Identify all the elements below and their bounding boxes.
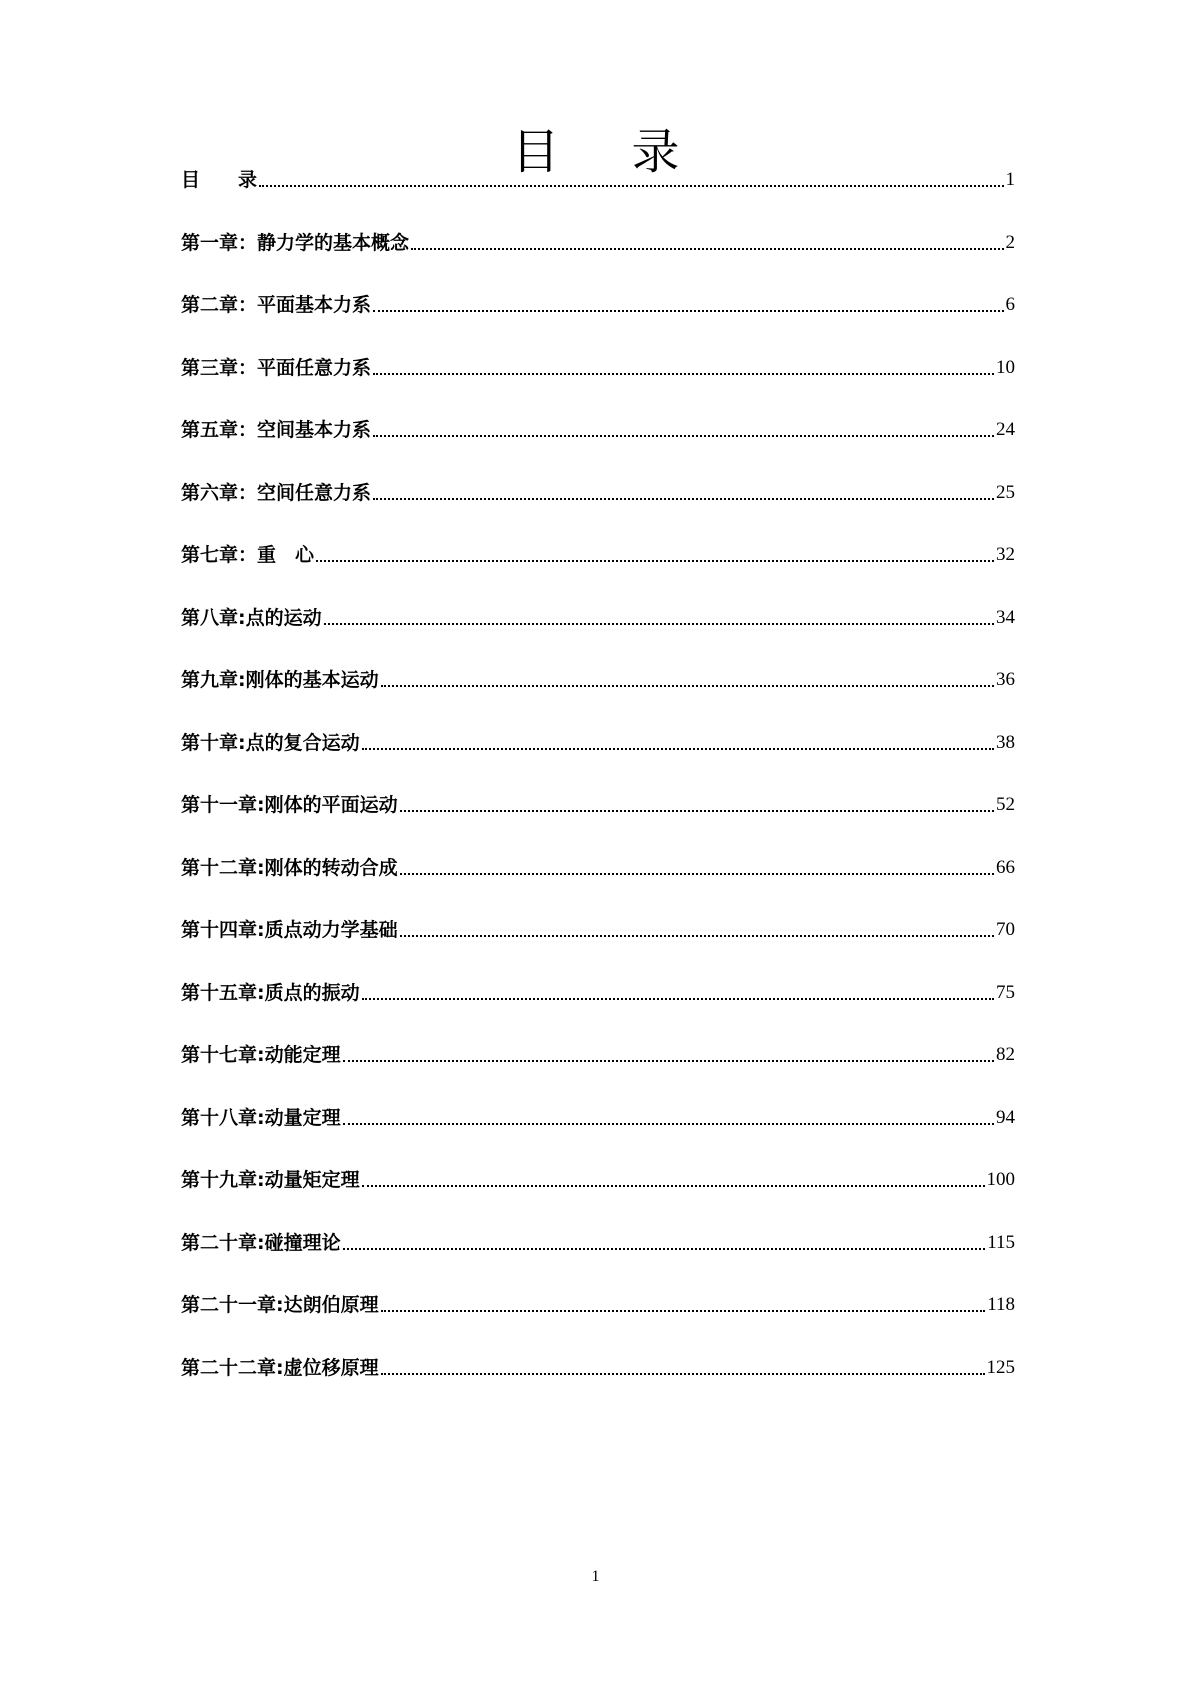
toc-entry[interactable] (181, 1133, 1015, 1196)
toc-entry-label: 第二十章:碰撞理论 (181, 1231, 341, 1254)
toc-entry[interactable] (181, 508, 1015, 571)
toc-entry-page: 125 (986, 1356, 1015, 1378)
toc-entry[interactable] (181, 1070, 1015, 1133)
toc-entry-page: 1 (1005, 169, 1015, 190)
toc-dot-leader (400, 809, 994, 812)
toc-entry-page: 115 (987, 1231, 1015, 1253)
toc-entry-label: 第二章：平面基本力系 (181, 294, 372, 316)
toc-entry[interactable] (181, 258, 1015, 321)
title-char-1: 目 (511, 124, 560, 181)
toc-entry-label: 第三章：平面任意力系 (181, 356, 372, 379)
page-number: 1 (591, 1568, 600, 1585)
toc-entry[interactable] (181, 1195, 1015, 1258)
toc-entry-label: 第七章：重 心 (181, 544, 315, 566)
toc-entry-label: 第一章：静力学的基本概念 (181, 231, 410, 254)
title-char-2: 录 (631, 124, 680, 181)
toc-entry-page: 2 (1005, 231, 1015, 253)
toc-dot-leader (343, 1122, 994, 1125)
toc-dot-leader (343, 1247, 986, 1250)
toc-entry-page: 94 (996, 1106, 1015, 1128)
toc-entry[interactable] (181, 695, 1015, 758)
toc-dot-leader (373, 309, 1003, 312)
toc-dot-leader (381, 1309, 986, 1312)
toc-entry-label: 第十二章:刚体的转动合成 (181, 856, 398, 879)
toc-entry-page: 24 (996, 419, 1015, 440)
toc-entry[interactable] (181, 165, 1015, 195)
toc-entry-label: 第十五章:质点的振动 (181, 981, 360, 1004)
toc-entry-page: 100 (986, 1169, 1015, 1190)
toc-entry[interactable] (181, 1320, 1015, 1383)
toc-entry-page: 34 (996, 606, 1015, 628)
toc-dot-leader (373, 497, 994, 500)
toc-dot-leader (343, 1059, 994, 1062)
toc-dot-leader (400, 934, 994, 937)
toc-entry-label: 第十九章:动量矩定理 (181, 1169, 360, 1191)
toc-dot-leader (362, 1184, 985, 1187)
table-of-contents (181, 165, 1015, 1383)
toc-entry[interactable] (181, 445, 1015, 508)
toc-entry-label: 第二十二章:虚位移原理 (181, 1356, 379, 1379)
toc-entry-label: 第九章:刚体的基本运动 (181, 669, 379, 691)
toc-entry-page: 118 (987, 1294, 1015, 1315)
toc-entry-label: 第八章:点的运动 (181, 606, 322, 629)
toc-entry-label: 第十七章:动能定理 (181, 1044, 341, 1066)
toc-entry-page: 25 (996, 481, 1015, 503)
toc-entry-label: 第十四章:质点动力学基础 (181, 919, 398, 941)
toc-entry-label: 第十八章:动量定理 (181, 1106, 341, 1129)
toc-entry-page: 6 (1005, 294, 1015, 315)
toc-entry-page: 70 (996, 919, 1015, 940)
toc-entry[interactable] (181, 820, 1015, 883)
toc-dot-leader (362, 997, 994, 1000)
toc-entry[interactable] (181, 320, 1015, 383)
toc-dot-leader (400, 872, 994, 875)
toc-entry-label: 第六章：空间任意力系 (181, 481, 372, 504)
toc-entry[interactable] (181, 1258, 1015, 1321)
toc-dot-leader (259, 184, 1003, 187)
toc-entry[interactable] (181, 883, 1015, 946)
toc-dot-leader (324, 622, 994, 625)
toc-entry-page: 38 (996, 731, 1015, 753)
toc-entry-page: 10 (996, 356, 1015, 378)
toc-entry-page: 66 (996, 856, 1015, 878)
toc-entry[interactable] (181, 633, 1015, 696)
toc-dot-leader (411, 247, 1003, 250)
toc-entry[interactable] (181, 383, 1015, 446)
toc-entry-page: 32 (996, 544, 1015, 565)
toc-entry[interactable] (181, 195, 1015, 258)
toc-entry[interactable] (181, 945, 1015, 1008)
toc-entry[interactable] (181, 1008, 1015, 1071)
toc-entry-label: 第十章:点的复合运动 (181, 731, 360, 754)
toc-entry-page: 82 (996, 1044, 1015, 1065)
toc-dot-leader (381, 684, 994, 687)
toc-entry[interactable] (181, 758, 1015, 821)
toc-entry-label: 目 录 (181, 169, 258, 191)
toc-entry-label: 第十一章:刚体的平面运动 (181, 794, 398, 816)
toc-entry-page: 75 (996, 981, 1015, 1003)
toc-entry-label: 第二十一章:达朗伯原理 (181, 1294, 379, 1316)
toc-dot-leader (362, 747, 994, 750)
toc-entry-page: 36 (996, 669, 1015, 690)
toc-entry-page: 52 (996, 794, 1015, 815)
toc-dot-leader (381, 1372, 985, 1375)
toc-dot-leader (373, 372, 994, 375)
toc-dot-leader (316, 559, 994, 562)
toc-dot-leader (373, 434, 994, 437)
toc-entry-label: 第五章：空间基本力系 (181, 419, 372, 441)
toc-entry[interactable] (181, 570, 1015, 633)
